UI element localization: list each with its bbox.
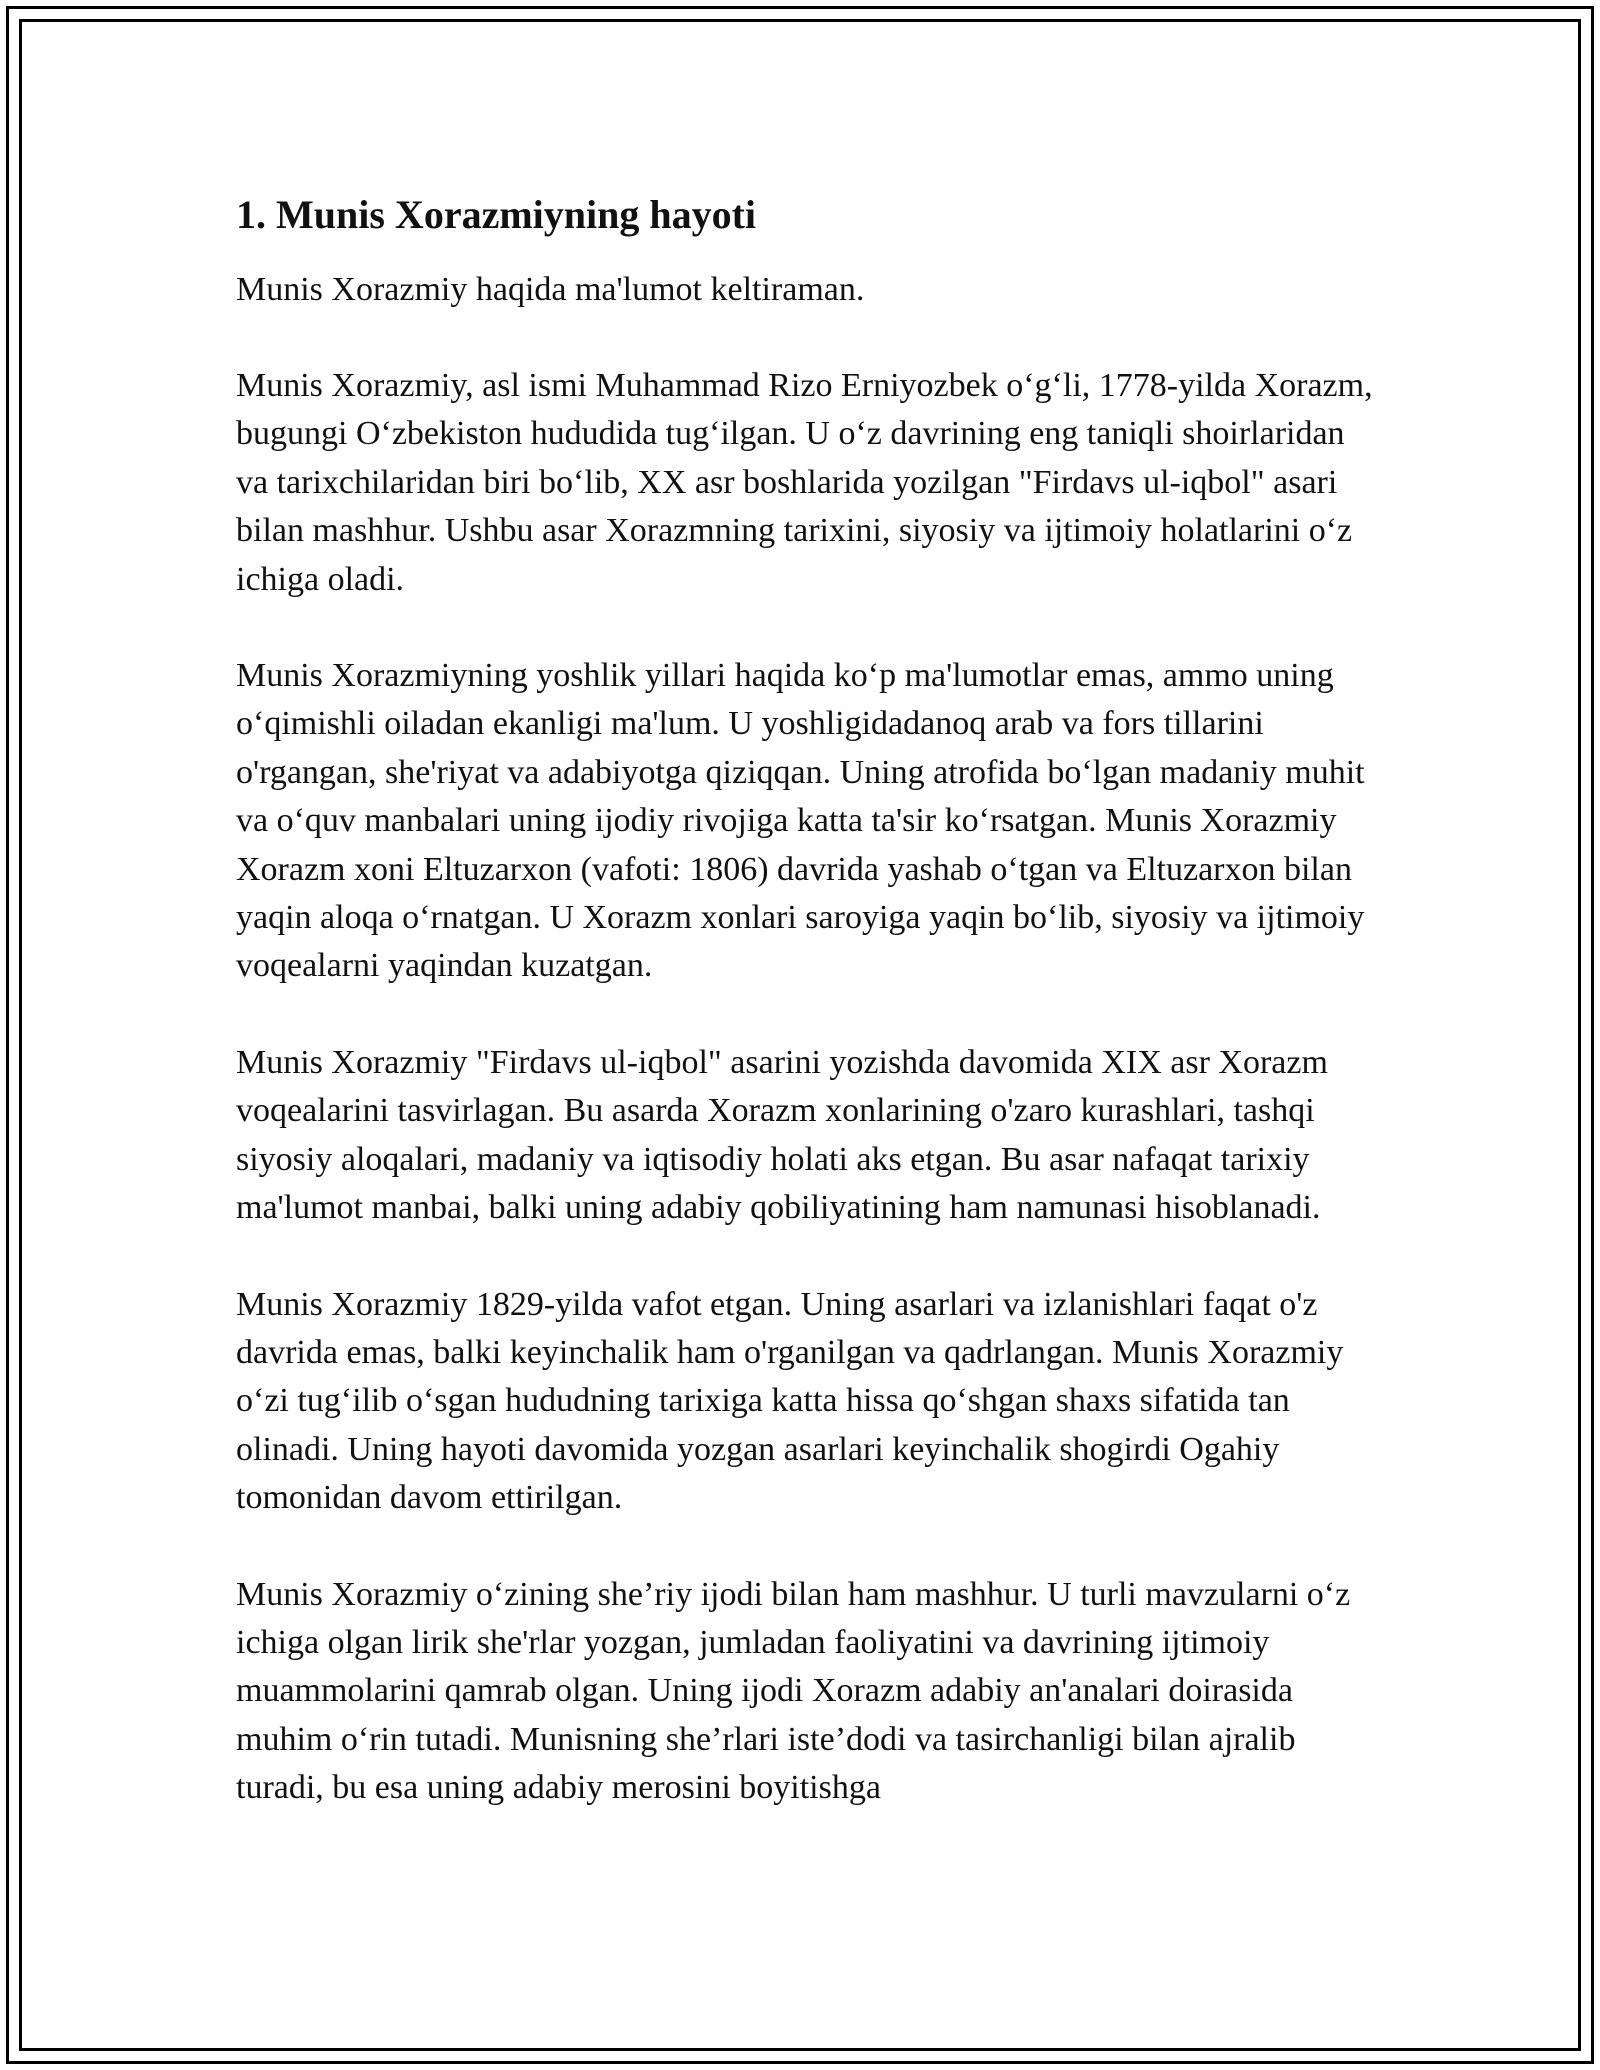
paragraph-2: Munis Xorazmiyning yoshlik yillari haqida ko‘p ma'lumotlar emas, ammo uning o‘qimishli oiladan ekanligi ma'lum. U yoshligidadanoq arab va fors tillarini o'rgangan, she'riyat va adabiyotga qiziqqan. Uning atrofida bo‘lgan madaniy muhit va o‘quv manbalari uning ijodiy rivojiga katta ta'sir ko‘rsatgan. Munis Xorazmiy Xorazm xoni Eltuzarxon (vafoti: 1806) davrida yashab o‘tgan va Eltuzarxon bilan yaqin aloqa o‘rnatgan. U Xorazm xonlari saroyiga yaqin bo‘lib, siyosiy va ijtimoiy voqealarni yaqindan kuzatgan. xyxy=(236,657,1365,985)
paragraph-5: Munis Xorazmiy o‘zining she’riy ijodi bilan ham mashhur. U turli mavzularni o‘z ichiga olgan lirik she'rlar yozgan, jumladan faoliyatini va davrining ijtimoiy muammolarini qamrab olgan. Uning ijodi Xorazm adabiy an'analari doirasida muhim o‘rin tutadi. Munisning she’rlari iste’dodi va tasirchanligi bilan ajralib turadi, bu esa uning adabiy merosini boyitishga xyxy=(236,1575,1351,1807)
paragraph-3: Munis Xorazmiy "Firdavs ul-iqbol" asarini yozishda davomida XIX asr Xorazm voqealarini tasvirlagan. Bu asarda Xorazm xonlarining o'zaro kurashlari, tashqi siyosiy aloqalari, madaniy va iqtisodiy holati aks etgan. Bu asar nafaqat tarixiy ma'lumot manbai, balki uning adabiy qobiliyatining ham namunasi hisoblanadi. xyxy=(236,1043,1328,1227)
paragraph-1: Munis Xorazmiy, asl ismi Muhammad Rizo Erniyozbek o‘g‘li, 1778-yilda Xorazm, bugungi O‘zbekiston hududida tug‘ilgan. U o‘z davrining eng taniqli shoirlaridan va tarixchilaridan biri bo‘lib, XX asr boshlarida yozilgan "Firdavs ul-iqbol" asari bilan mashhur. Ushbu asar Xorazmning tarixini, siyosiy va ijtimoiy holatlarini o‘z ichiga oladi. xyxy=(236,367,1373,598)
paragraph-4: Munis Xorazmiy 1829-yilda vafot etgan. Uning asarlari va izlanishlari faqat o'z davrida emas, balki keyinchalik ham o'rganilgan va qadrlangan. Munis Xorazmiy o‘zi tug‘ilib o‘sgan hududning tarixiga katta hissa qo‘shgan shaxs sifatida tan olinadi. Uning hayoti davomida yozgan asarlari keyinchalik shogirdi Ogahiy tomonidan davom ettirilgan. xyxy=(236,1285,1344,1517)
document-body xyxy=(236,186,1376,1861)
intro-line: Munis Xorazmiy haqida ma'lumot keltiraman. xyxy=(236,271,865,308)
document-title: 1. Munis Xorazmiyning hayoti xyxy=(236,192,757,237)
